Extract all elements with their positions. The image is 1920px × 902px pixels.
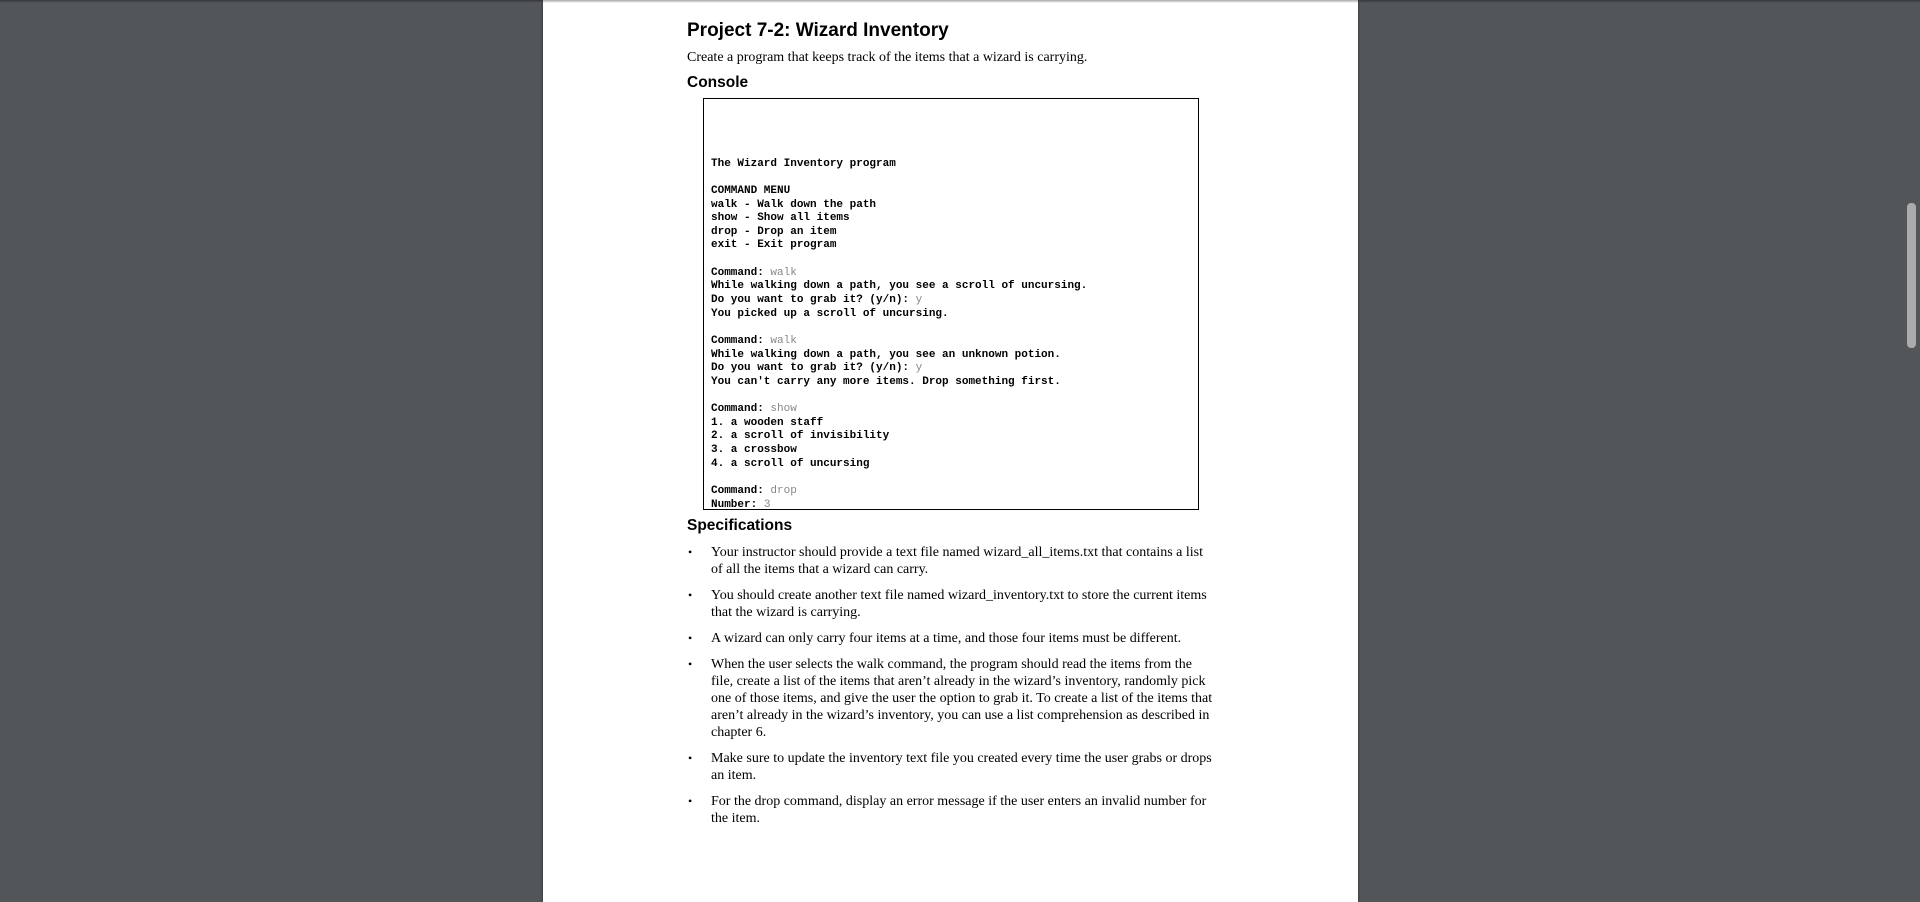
console-prompt-text: Number:: [711, 498, 764, 510]
console-line: [711, 376, 1191, 390]
vertical-scrollbar[interactable]: [1903, 0, 1920, 902]
specification-text: For the drop command, display an error message if the user enters an invalid number for the item.: [711, 794, 1207, 826]
console-prompt-text: walk - Walk down the path: [711, 198, 877, 211]
console-prompt-text: 4. a scroll of uncursing: [711, 457, 870, 470]
specification-text: Make sure to update the inventory text file you created every time the user grabs or drops an item.: [711, 751, 1212, 783]
bullet-icon: •: [688, 657, 693, 671]
console-line: [711, 280, 1191, 294]
console-prompt-text: exit - Exit program: [711, 239, 837, 252]
console-prompt-text: Command:: [711, 266, 771, 279]
bullet-icon: •: [688, 794, 693, 808]
console-prompt-text: You picked up a scroll of uncursing.: [711, 307, 949, 320]
console-line: [711, 158, 1191, 172]
console-line: [711, 335, 1191, 349]
console-user-input: y: [915, 362, 923, 375]
console-prompt-text: 1. a wooden staff: [711, 416, 824, 429]
console-line: [711, 212, 1191, 226]
project-title: Project 7-2: Wizard Inventory: [687, 20, 949, 41]
console-user-input: y: [915, 294, 923, 307]
console-line: [711, 239, 1191, 253]
specifications-list: [687, 544, 1217, 827]
console-line: [711, 430, 1191, 444]
console-line: [711, 471, 1191, 485]
console-prompt-text: While walking down a path, you see a scroll of uncursing.: [711, 280, 1088, 293]
console-prompt-text: Do you want to grab it? (y/n):: [711, 362, 916, 375]
console-line: [711, 308, 1191, 322]
console-prompt-text: You can't carry any more items. Drop something first.: [711, 375, 1061, 388]
console-prompt-text: The Wizard Inventory program: [711, 157, 896, 170]
console-line: [711, 499, 1191, 510]
console-line: [711, 321, 1191, 335]
console-prompt-text: 2. a scroll of invisibility: [711, 430, 890, 443]
console-border-mark: [1198, 98, 1199, 116]
specification-text: You should create another text file named wizard_inventory.txt to store the current items that the wizard is carrying.: [711, 588, 1207, 620]
console-line: [711, 185, 1191, 199]
intro-text: Create a program that keeps track of the items that a wizard is carrying.: [687, 50, 1088, 65]
console-line: [711, 294, 1191, 308]
console-prompt-text: While walking down a path, you see an unknown potion.: [711, 348, 1061, 361]
specification-item: [687, 544, 1217, 578]
console-line: [711, 226, 1191, 240]
console-prompt-text: Command:: [711, 334, 771, 347]
console-line: [711, 349, 1191, 363]
console-prompt-text: Command:: [711, 403, 771, 416]
console-heading: Console: [687, 74, 749, 91]
console-user-input: walk: [770, 266, 797, 279]
specification-text: A wizard can only carry four items at a time, and those four items must be different.: [711, 631, 1182, 646]
console-line: [711, 171, 1191, 185]
console-line: [711, 403, 1191, 417]
console-prompt-text: show - Show all items: [711, 212, 850, 225]
scrollbar-thumb[interactable]: [1907, 203, 1916, 348]
console-user-input: drop: [770, 485, 797, 497]
console-user-input: 3: [763, 498, 771, 510]
specification-item: [687, 656, 1217, 741]
console-line: [711, 458, 1191, 472]
specification-text: Your instructor should provide a text file named wizard_all_items.txt that contains a list of all the items that a wizard can carry.: [711, 545, 1203, 577]
page-content: [687, 19, 1227, 836]
console-line: [711, 267, 1191, 281]
specification-text: When the user selects the walk command, the program should read the items from the file, create a list of the items that aren’t already in the wizard’s inventory, randomly pick one of those items, and give the user the option to grab it. To create a list of the items that aren’t already in the wizard’s inventory, you can use a list comprehension as described in chapter 6.: [711, 657, 1213, 740]
console-border-mark: [1198, 494, 1199, 510]
bullet-icon: •: [688, 631, 693, 645]
console-line: [711, 362, 1191, 376]
toolbar-shadow: [0, 0, 1920, 3]
console-line: [711, 253, 1191, 267]
specification-item: [687, 750, 1217, 784]
specifications-heading: Specifications: [687, 517, 793, 534]
bullet-icon: •: [688, 545, 693, 559]
bullet-icon: •: [688, 588, 693, 602]
console-prompt-text: Command:: [711, 485, 771, 497]
console-line: [711, 390, 1191, 404]
bullet-icon: •: [688, 751, 693, 765]
console-prompt-text: Do you want to grab it? (y/n):: [711, 294, 916, 307]
console-line: [711, 485, 1191, 499]
console-user-input: show: [770, 403, 797, 416]
console-output: [703, 98, 1199, 510]
specification-item: [687, 630, 1217, 647]
specification-item: [687, 793, 1217, 827]
console-line: [711, 417, 1191, 431]
console-prompt-text: 3. a crossbow: [711, 444, 797, 457]
console-line: [711, 199, 1191, 213]
specification-item: [687, 587, 1217, 621]
console-line: [711, 444, 1191, 458]
document-page: [543, 0, 1358, 902]
console-prompt-text: drop - Drop an item: [711, 225, 837, 238]
console-user-input: walk: [770, 334, 797, 347]
console-prompt-text: COMMAND MENU: [711, 184, 791, 197]
